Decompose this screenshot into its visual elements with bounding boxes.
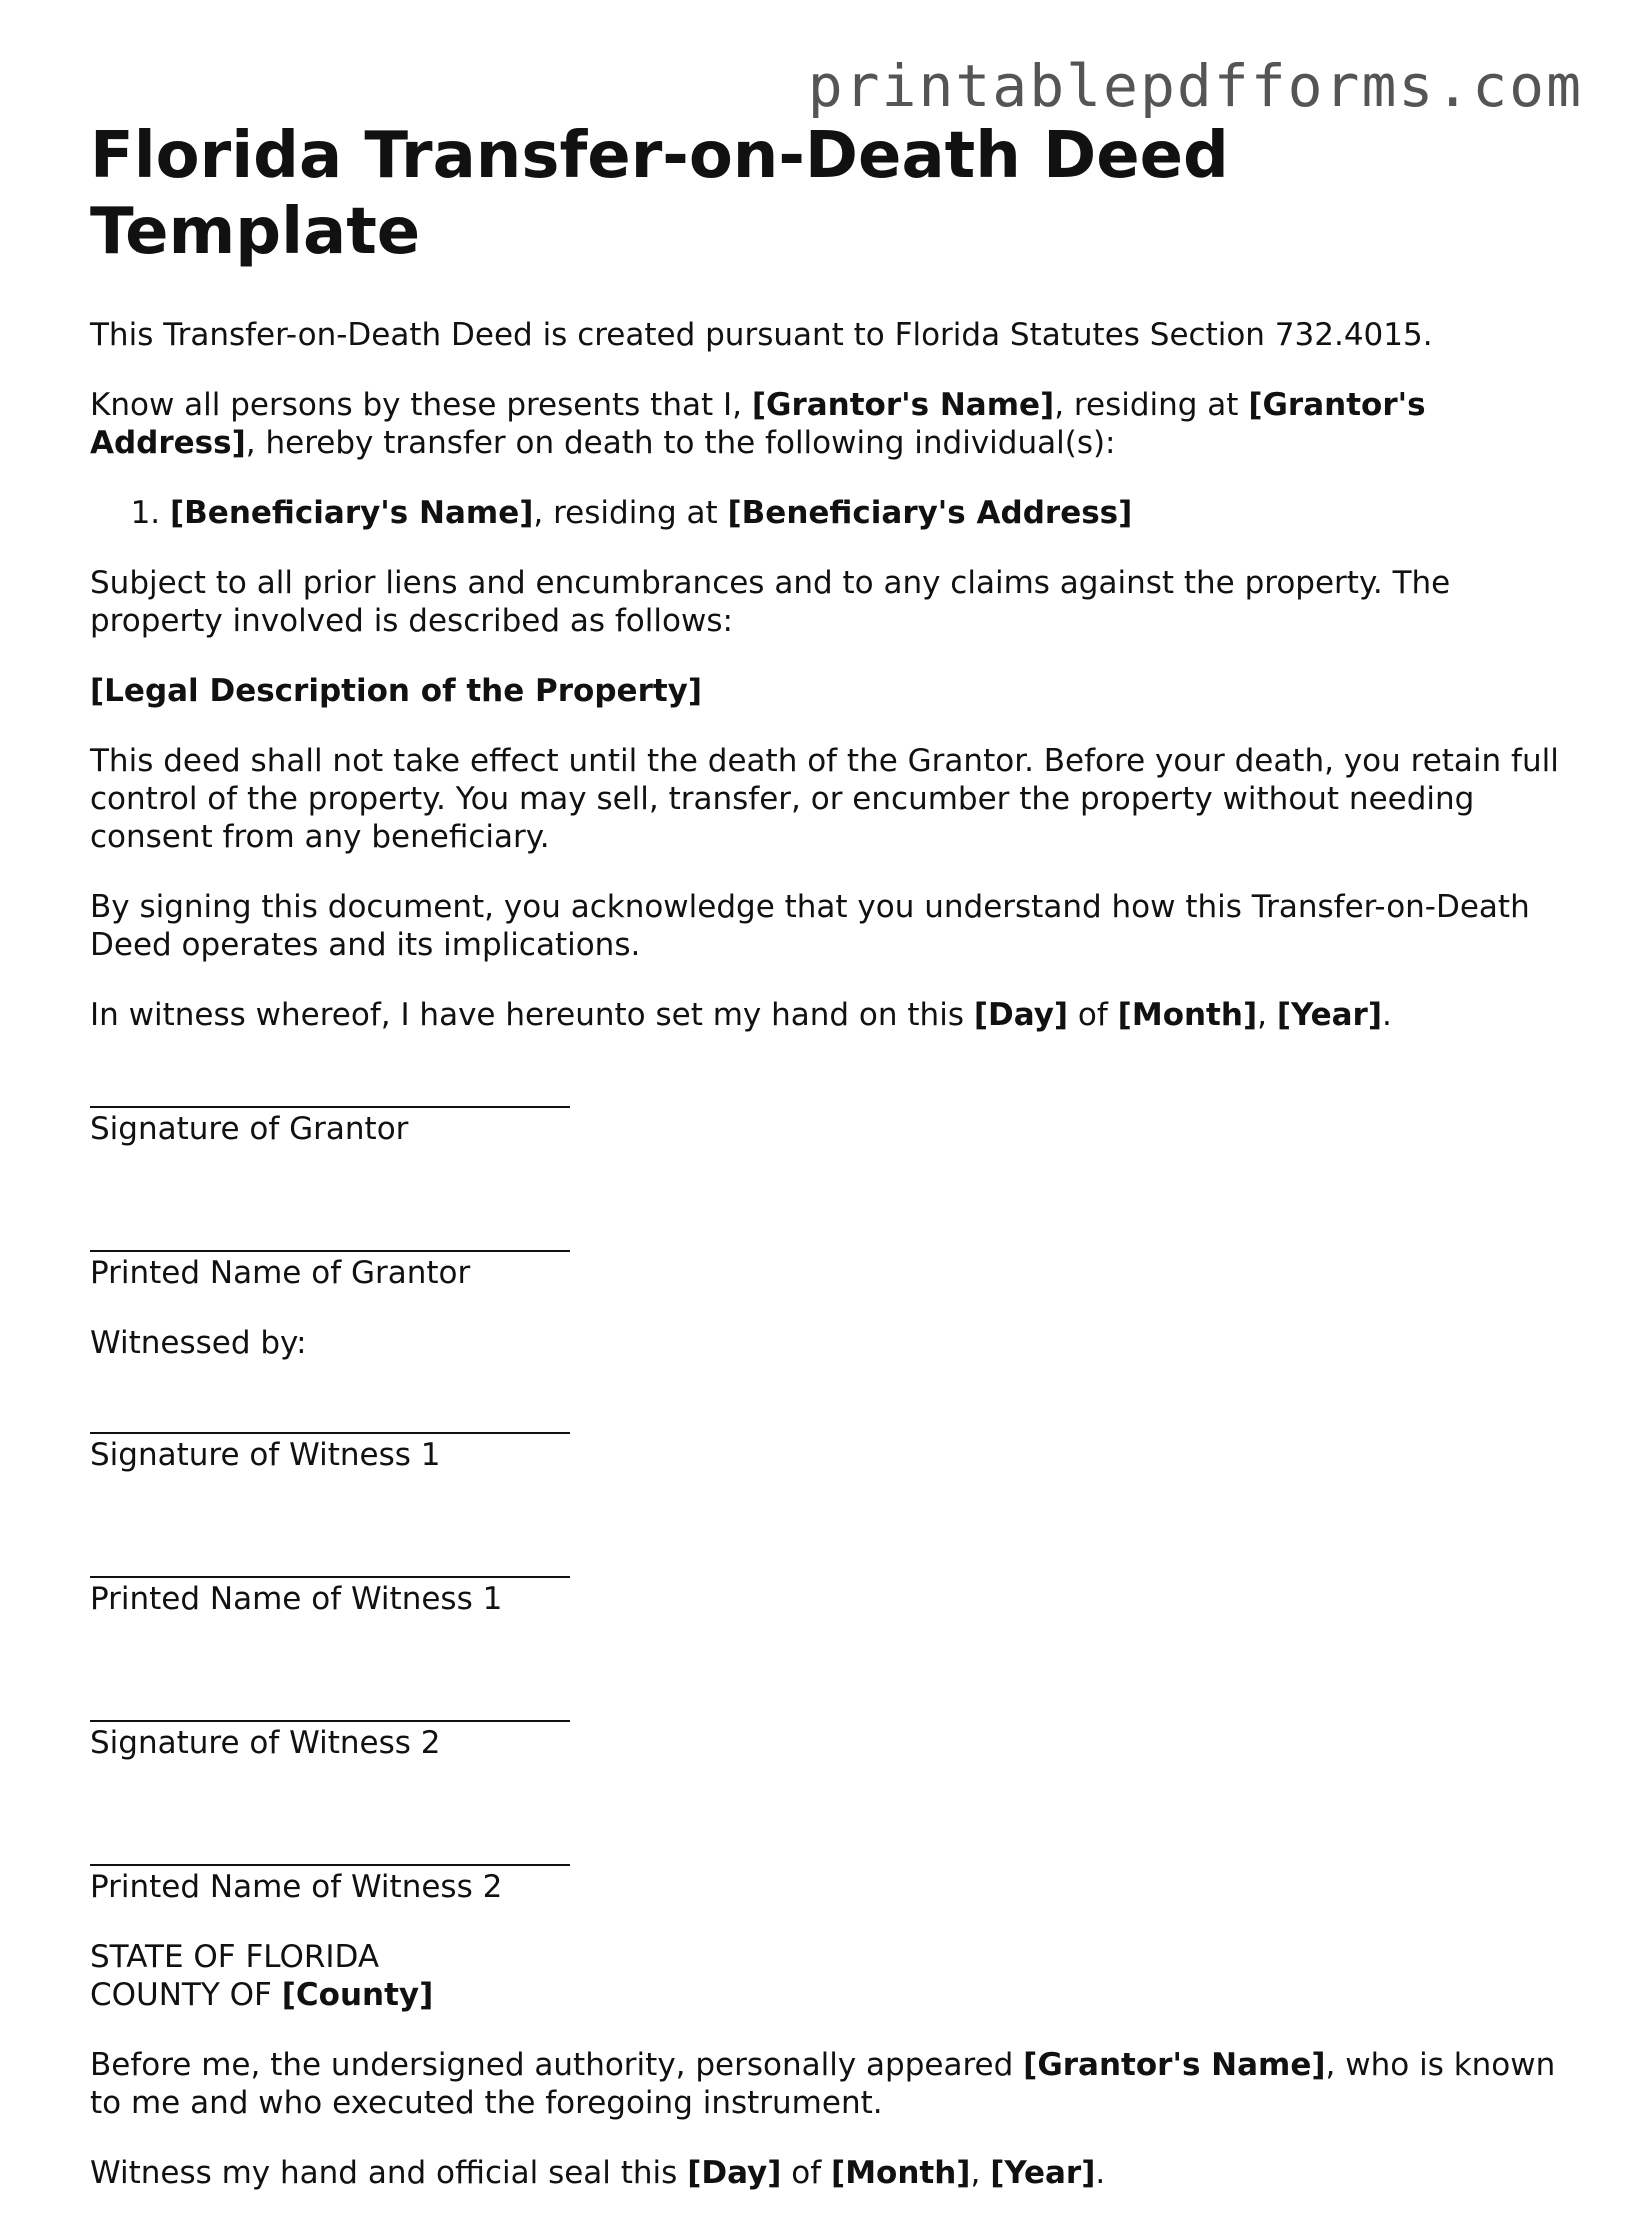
grantor-signature-line[interactable] <box>90 1074 570 1108</box>
witness1-printed-name-label: Printed Name of Witness 1 <box>90 1581 503 1617</box>
witness1-printed-name-block <box>90 1544 1560 1618</box>
witness-clause-text-2: of <box>1068 997 1118 1033</box>
beneficiary-name-placeholder: [Beneficiary's Name] <box>170 495 534 531</box>
county-label: COUNTY OF <box>90 1977 282 2013</box>
month-placeholder: [Month] <box>1117 997 1258 1033</box>
state-label: STATE OF FLORIDA <box>90 1939 380 1975</box>
know-all-paragraph <box>90 386 1560 462</box>
beneficiary-list <box>90 494 1560 532</box>
county-placeholder: [County] <box>281 1977 434 2013</box>
document-page <box>90 118 1560 2224</box>
witness2-printed-name-line[interactable] <box>90 1832 570 1866</box>
witness2-signature-line[interactable] <box>90 1688 570 1722</box>
grantor-printed-name-block <box>90 1218 1560 1292</box>
witness1-signature-line[interactable] <box>90 1400 570 1434</box>
grantor-signature-block <box>90 1074 1560 1148</box>
seal-month-placeholder: [Month] <box>831 2155 971 2191</box>
notary-grantor-name-placeholder: [Grantor's Name] <box>1023 2047 1326 2083</box>
before-me-text-1: Before me, the undersigned authority, personally appeared <box>90 2047 1024 2083</box>
witness-clause-text-3: , <box>1257 997 1277 1033</box>
seal-day-placeholder: [Day] <box>687 2155 782 2191</box>
notary-venue <box>90 1938 1560 2014</box>
seal-text-2: of <box>781 2155 832 2191</box>
witness-clause-text-1: In witness whereof, I have hereunto set my hand on this <box>90 997 974 1033</box>
witness1-signature-block <box>90 1400 1560 1474</box>
witness2-printed-name-block <box>90 1832 1560 1906</box>
before-me-text-2: , who is known to me and who executed the foregoing instrument. <box>90 2047 1556 2121</box>
effect-paragraph: This deed shall not take effect until the death of the Grantor. Before your death, you retain full control of the property. You may sell, transfer, or encumber the property without needing consent from any beneficiary. <box>90 743 1559 855</box>
year-placeholder: [Year] <box>1276 997 1383 1033</box>
document-title: Florida Transfer-on-Death Deed Template <box>90 119 1229 269</box>
list-item <box>170 494 1560 532</box>
seal-paragraph <box>90 2154 1560 2192</box>
witness2-signature-block <box>90 1688 1560 1762</box>
witness-clause-paragraph <box>90 996 1560 1034</box>
seal-text-4: . <box>1095 2155 1106 2191</box>
watermark: printablepdfforms.com <box>807 52 1583 120</box>
grantor-name-placeholder: [Grantor's Name] <box>751 387 1055 423</box>
seal-text-1: Witness my hand and official seal this <box>90 2155 688 2191</box>
witness2-printed-name-label: Printed Name of Witness 2 <box>90 1869 503 1905</box>
seal-year-placeholder: [Year] <box>990 2155 1096 2191</box>
witness-clause-text-4: . <box>1382 997 1392 1033</box>
grantor-address-placeholder: [Grantor's Address] <box>90 387 1426 461</box>
know-all-text-1: Know all persons by these presents that I, <box>90 387 752 423</box>
legal-description-placeholder <box>90 672 1560 710</box>
know-all-text-3: , hereby transfer on death to the following individual(s): <box>245 425 1116 461</box>
before-me-paragraph <box>90 2046 1560 2122</box>
witness1-printed-name-line[interactable] <box>90 1544 570 1578</box>
subject-paragraph: Subject to all prior liens and encumbrances and to any claims against the property. The property involved is described as follows: <box>90 565 1451 639</box>
grantor-printed-name-line[interactable] <box>90 1218 570 1252</box>
know-all-text-2: , residing at <box>1054 387 1249 423</box>
intro-paragraph: This Transfer-on-Death Deed is created pursuant to Florida Statutes Section 732.4015. <box>90 317 1433 353</box>
witness1-signature-label: Signature of Witness 1 <box>90 1437 441 1473</box>
witness2-signature-label: Signature of Witness 2 <box>90 1725 441 1761</box>
acknowledge-paragraph: By signing this document, you acknowledge that you understand how this Transfer-on-Death Deed operates and its implications. <box>90 889 1530 963</box>
beneficiary-mid-text: , residing at <box>533 495 728 531</box>
grantor-signature-label: Signature of Grantor <box>90 1111 409 1147</box>
day-placeholder: [Day] <box>973 997 1069 1033</box>
grantor-printed-name-label: Printed Name of Grantor <box>90 1255 471 1291</box>
seal-text-3: , <box>970 2155 991 2191</box>
beneficiary-address-placeholder: [Beneficiary's Address] <box>727 495 1133 531</box>
witnessed-by-label: Witnessed by: <box>90 1325 307 1361</box>
legal-description-text: [Legal Description of the Property] <box>90 673 703 709</box>
